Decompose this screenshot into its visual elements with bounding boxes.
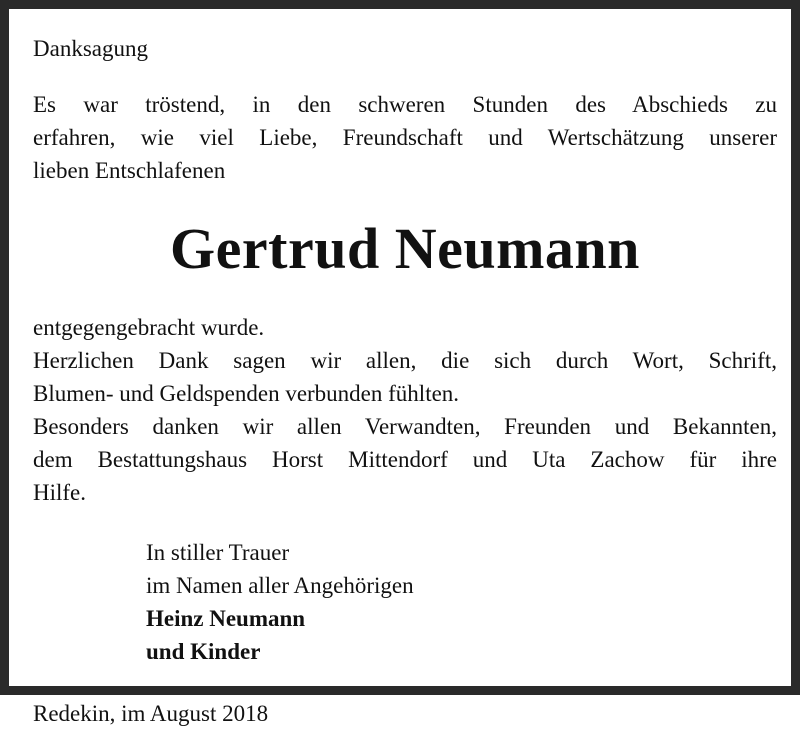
place-date: Redekin, im August 2018 [33,701,269,726]
signoff-line: im Namen aller Angehörigen [146,573,414,598]
signer-name: Heinz Neumann [146,606,306,631]
body-line: Blumen- und Geldspenden verbunden fühlten. [33,381,460,406]
intro-line: erfahren, wie viel Liebe, Freundschaft und Wertschätzung unserer [33,125,777,150]
body-paragraph [33,311,777,509]
body-line: Herzlichen Dank sagen wir allen, die sich durch Wort, Schrift, [33,348,777,373]
signoff-line: In stiller Trauer [146,540,290,565]
intro-paragraph [33,88,777,187]
intro-line: Es war tröstend, in den schweren Stunden des Abschieds zu [33,92,777,117]
deceased-name: Gertrud Neumann [170,216,640,281]
body-line: dem Bestattungshaus Horst Mittendorf und Uta Zachow für ihre [33,447,777,472]
signoff-block [146,536,777,668]
notice-content [33,32,777,730]
body-line: entgegengebracht wurde. [33,315,265,340]
body-line: Besonders danken wir allen Verwandten, Freunden und Bekannten, [33,414,777,439]
intro-line: lieben Entschlafenen [33,158,226,183]
body-line: Hilfe. [33,480,87,505]
signer-name: und Kinder [146,639,261,664]
notice-heading: Danksagung [33,36,148,61]
